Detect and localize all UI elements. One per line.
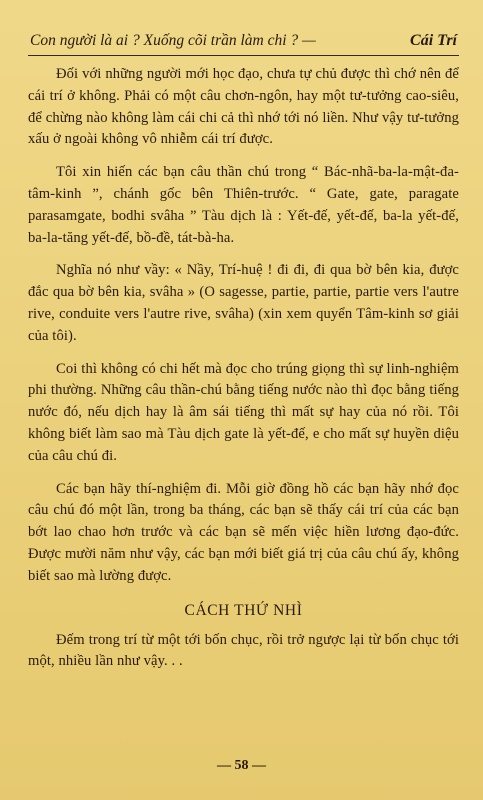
page-number: — 58 — [217, 758, 266, 773]
running-header-title: Con người là ai ? Xuống cõi trần làm chi ? — [30, 32, 316, 49]
paragraph: Đếm trong trí từ một tới bốn chục, rồi trở ngược lại từ bốn chục tới một, nhiều lần như vậy. . . [28, 631, 459, 670]
paragraph: Coi thì không có chi hết mà đọc cho trúng giọng thì sự linh-nghiệm phi thường. Những câu thần-chú bằng tiếng nước nào thì đọc bằng tiếng nước đó, nếu dịch hay là âm sái tiếng thì mất sự hay của nó rồi. Tôi không biết làm sao mà Tàu dịch gate là yết-đế, e cho mất sự huyền diệu của câu chú đi. [28, 360, 459, 464]
paragraph: Đối với những người mới học đạo, chưa tự chủ được thì chớ nên để cái trí ở không. Phải có một câu chơn-ngôn, hay một tư-tưởng cao-siêu, để chừng nào không làm cái chi cả thì nhớ tới nó liền. Như vậy tư-tưởng xấu ở ngoài không vô nhiễm cái trí được. [28, 66, 459, 148]
running-header [28, 32, 459, 56]
paragraph: Tôi xin hiến các bạn câu thần chú trong “ Bác-nhã-ba-la-mật-đa-tâm-kinh ”, chánh gốc bên Thiên-trước. “ Gate, gate, paragate parasamgate, bodhi svâha ” Tàu dịch là : Yết-đế, yết-đế, ba-la yết-đế, ba-la-tăng yết-đế, bồ-đề, tát-bà-ha. [28, 164, 459, 246]
paragraph: Nghĩa nó như vầy: « Nầy, Trí-huệ ! đi đi, đi qua bờ bên kia, được đắc qua bờ bên kia, svâha » (O sagesse, partie, partie, partie vers l'autre rive, conduite vers l'autre rive, svâha) (xin xem quyển Tâm-kinh sơ giải của tôi). [28, 262, 459, 344]
section-heading: CÁCH THỨ NHÌ [184, 601, 303, 619]
running-header-chapter: Cái Trí [410, 32, 457, 49]
paragraph: Các bạn hãy thí-nghiệm đi. Mỗi giờ đồng hồ các bạn hãy nhớ đọc câu chú đó một lần, trong ba tháng, các bạn sẽ thấy cái trí của các bạn bớt lao chao hơn trước và các bạn sẽ mến việc hiền lương đạo-đức. Được mười năm như vậy, các bạn mới biết giá trị của câu chú ấy, không biết sao mà lường được. [28, 480, 459, 584]
body-text [28, 64, 459, 673]
